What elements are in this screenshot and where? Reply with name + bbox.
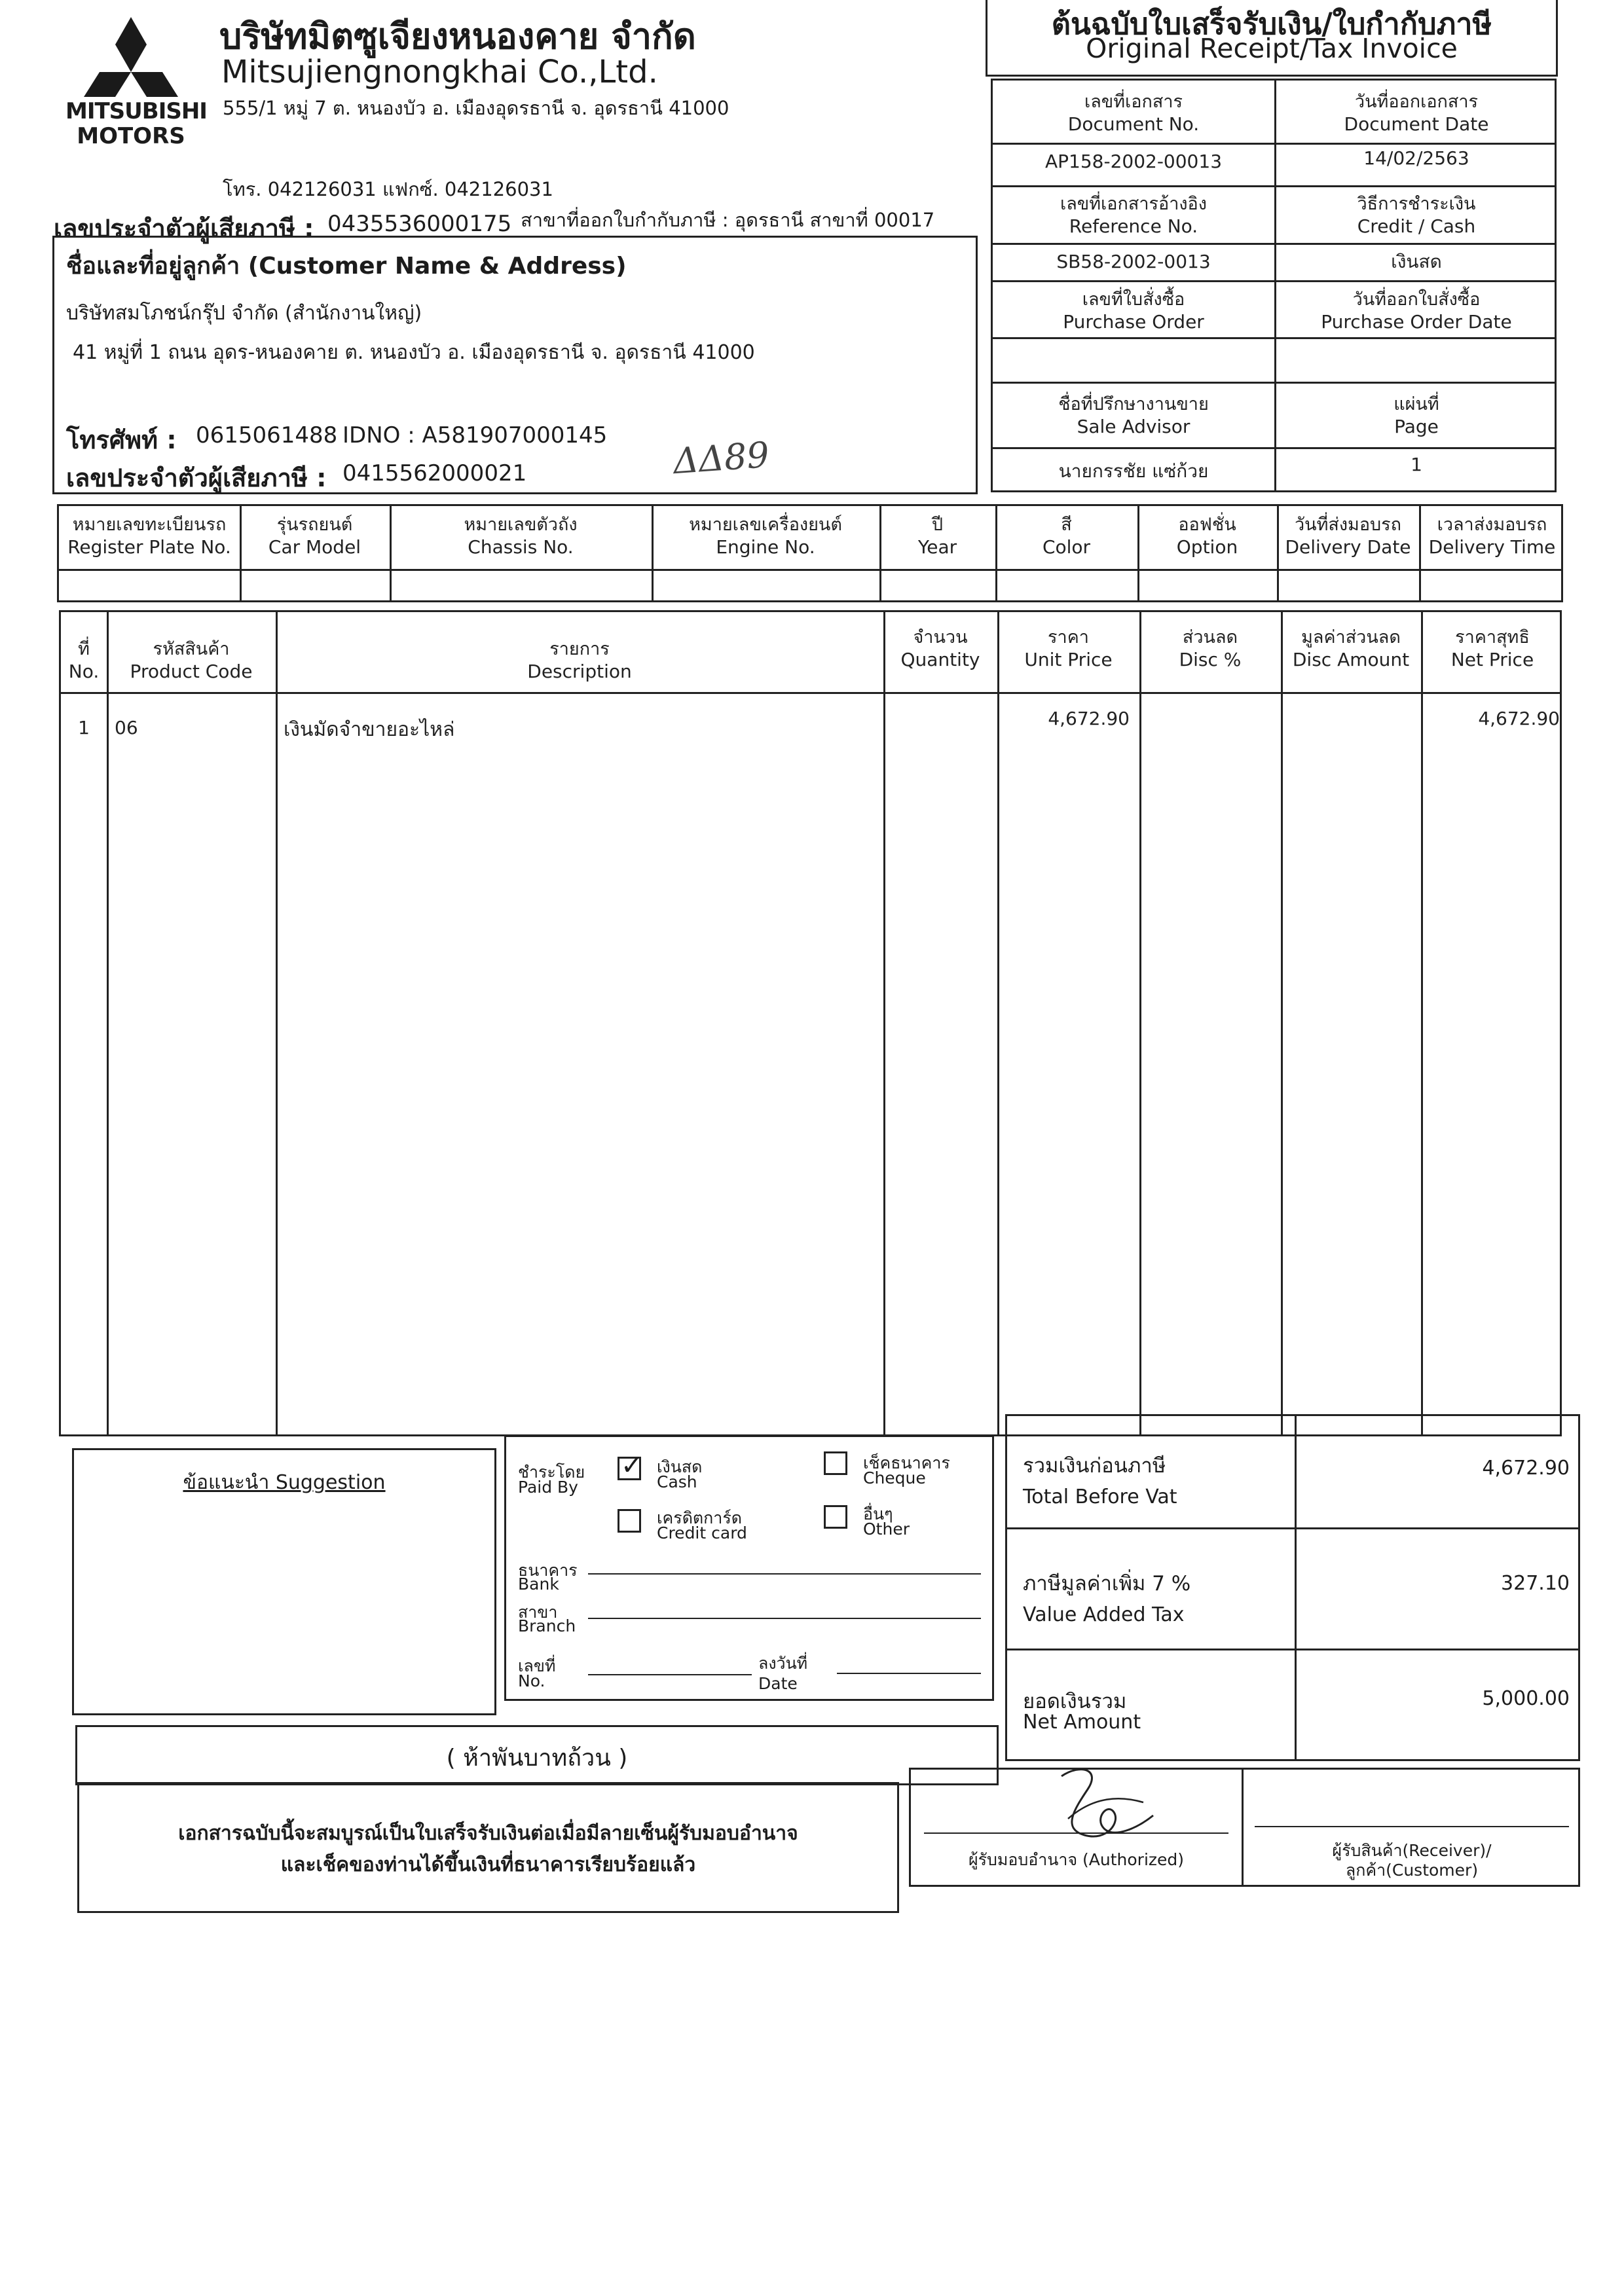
company-branch: สาขาที่ออกใบกำกับภาษี : อุดรธานี สาขาที่ 00017 — [521, 209, 935, 231]
item-col-unit-price-th: ราคา — [1048, 627, 1089, 647]
vehicle-col-engine-th: หมายเลขเครื่องยนต์ — [689, 515, 842, 535]
branch-label-en: Branch — [518, 1616, 576, 1635]
advisor-value: นายกรรชัย แซ่ก้วย — [1058, 460, 1209, 482]
signature-box — [909, 1768, 1580, 1887]
company-name-en: Mitsujiengnongkhai Co.,Ltd. — [221, 54, 658, 90]
document-info-table — [991, 79, 1557, 492]
ref-no-value: SB58-2002-0013 — [1056, 251, 1211, 272]
handwritten-signature-icon — [1022, 1757, 1166, 1855]
net-amount-value: 5,000.00 — [1482, 1687, 1570, 1710]
payment-method-label-th: วิธีการชำระเงิน — [1357, 194, 1476, 214]
receiver-signature-label-1: ผู้รับสินค้า(Receiver)/ — [1332, 1841, 1492, 1860]
vehicle-col-plate-en: Register Plate No. — [67, 536, 231, 558]
advisor-label-th: ชื่อที่ปรึกษางานขาย — [1058, 394, 1209, 414]
net-amount-label-th: ยอดเงินรวม — [1023, 1690, 1127, 1713]
customer-tax-id: 0415562000021 — [342, 460, 527, 486]
customer-phone: 0615061488 — [196, 422, 338, 448]
advisor-label-en: Sale Advisor — [1077, 416, 1190, 437]
cheque-checkbox[interactable] — [824, 1451, 847, 1475]
vehicle-col-chassis-en: Chassis No. — [468, 536, 574, 558]
document-title-box — [986, 0, 1558, 77]
item-col-no-en: No. — [68, 661, 100, 682]
item-no: 1 — [78, 717, 90, 738]
cheque-date-input-line[interactable] — [837, 1673, 981, 1674]
customer-heading: ชื่อและที่อยู่ลูกค้า (Customer Name & Address) — [66, 253, 627, 280]
vehicle-col-delivery-time-en: Delivery Time — [1428, 536, 1556, 558]
ref-no-label-en: Reference No. — [1069, 215, 1198, 237]
item-col-quantity-th: จำนวน — [913, 627, 968, 647]
ref-no-label-th: เลขที่เอกสารอ้างอิง — [1060, 194, 1207, 214]
vehicle-col-delivery-date-en: Delivery Date — [1285, 536, 1411, 558]
doc-date-label-en: Document Date — [1344, 113, 1489, 135]
suggestion-label: ข้อแนะนำ Suggestion — [183, 1471, 386, 1494]
page-value: 1 — [1411, 454, 1422, 475]
item-code: 06 — [115, 717, 138, 738]
item-col-disc-pct-th: ส่วนลด — [1182, 627, 1238, 647]
branch-input-line[interactable] — [588, 1618, 981, 1619]
doc-no-label-en: Document No. — [1067, 113, 1200, 135]
po-label-th: เลขที่ใบสั่งซื้อ — [1082, 289, 1185, 310]
total-before-vat-value: 4,672.90 — [1482, 1457, 1570, 1480]
notice-box — [77, 1782, 899, 1913]
item-col-unit-price-en: Unit Price — [1024, 649, 1113, 670]
payment-method-label-en: Credit / Cash — [1357, 215, 1476, 237]
cheque-label-th: เช็คธนาคาร — [863, 1453, 950, 1472]
customer-phone-label: โทรศัพท์ : — [66, 426, 177, 454]
vehicle-col-year-th: ปี — [931, 515, 944, 535]
po-label-en: Purchase Order — [1063, 311, 1204, 333]
customer-name: บริษัทสมโภชน์กรุ๊ป จำกัด (สำนักงานใหญ่) — [66, 302, 422, 325]
paid-by-label-th: ชำระโดย — [518, 1463, 585, 1482]
item-col-net-price-th: ราคาสุทธิ — [1455, 627, 1530, 647]
item-net-price: 4,672.90 — [1478, 708, 1560, 729]
company-name-th: บริษัทมิตซูเจียงหนองคาย จำกัด — [219, 16, 696, 57]
cheque-label-en: Cheque — [863, 1468, 926, 1487]
vat-label-en: Value Added Tax — [1023, 1603, 1185, 1626]
item-col-no-th: ที่ — [78, 639, 90, 659]
vat-label-th: ภาษีมูลค่าเพิ่ม 7 % — [1023, 1572, 1191, 1595]
vehicle-col-year-en: Year — [917, 536, 957, 558]
cheque-no-label-en: No. — [518, 1671, 545, 1690]
item-col-disc-amount-en: Disc Amount — [1292, 649, 1410, 670]
total-before-vat-label-th: รวมเงินก่อนภาษี — [1023, 1454, 1166, 1478]
company-tax-label: เลขประจำตัวผู้เสียภาษี : — [54, 214, 314, 243]
company-tax-id: 0435536000175 — [327, 211, 512, 237]
po-date-label-th: วันที่ออกใบสั่งซื้อ — [1352, 289, 1481, 310]
totals-box — [1005, 1414, 1580, 1761]
item-col-description-th: รายการ — [549, 639, 610, 659]
company-logo — [65, 13, 207, 151]
customer-box — [52, 236, 978, 494]
item-col-description-en: Description — [527, 661, 632, 682]
branch-label-th: สาขา — [518, 1603, 558, 1622]
page-label-th: แผ่นที่ — [1393, 394, 1439, 414]
payment-box — [504, 1435, 994, 1701]
logo-text-1: MITSUBISHI — [65, 98, 207, 124]
total-before-vat-label-en: Total Before Vat — [1023, 1485, 1177, 1508]
doc-no-label-th: เลขที่เอกสาร — [1084, 92, 1183, 112]
document-title-en: Original Receipt/Tax Invoice — [1086, 33, 1458, 64]
item-col-disc-amount-th: มูลค่าส่วนลด — [1301, 627, 1401, 647]
cheque-no-label-th: เลขที่ — [518, 1656, 556, 1675]
customer-idno: IDNO : A581907000145 — [342, 422, 608, 448]
credit-card-label-th: เครดิตการ์ด — [657, 1508, 743, 1527]
cash-checkbox[interactable] — [618, 1451, 643, 1481]
vehicle-col-delivery-time-th: เวลาส่งมอบรถ — [1437, 515, 1547, 535]
authorized-signature-label: ผู้รับมอบอำนาจ (Authorized) — [968, 1850, 1185, 1869]
item-col-disc-pct-en: Disc % — [1179, 649, 1242, 670]
items-table — [59, 610, 1562, 1436]
doc-date-value: 14/02/2563 — [1363, 147, 1469, 169]
item-description: เงินมัดจำขายอะไหล่ — [284, 718, 455, 741]
page-label-en: Page — [1394, 416, 1439, 437]
bank-label-en: Bank — [518, 1575, 559, 1594]
handwritten-note: ΔΔ89 — [671, 433, 771, 483]
mitsubishi-diamonds-icon — [65, 13, 196, 98]
payment-method-value: เงินสด — [1391, 251, 1442, 272]
vehicle-col-plate-th: หมายเลขทะเบียนรถ — [72, 515, 227, 535]
vehicle-table — [57, 504, 1563, 602]
company-address: 555/1 หมู่ 7 ต. หนองบัว อ. เมืองอุดรธานี จ. อุดรธานี 41000 — [223, 97, 729, 119]
paid-by-label-en: Paid By — [518, 1478, 578, 1497]
cash-label-th: เงินสด — [657, 1457, 703, 1476]
vehicle-col-color-en: Color — [1042, 536, 1091, 558]
credit-card-checkbox[interactable] — [618, 1509, 641, 1533]
amount-in-words-box — [75, 1725, 999, 1785]
cash-label-en: Cash — [657, 1472, 697, 1491]
item-col-code-th: รหัสสินค้า — [153, 639, 230, 659]
suggestion-box — [72, 1448, 496, 1715]
notice-line-1: เอกสารฉบับนี้จะสมบูรณ์เป็นใบเสร็จรับเงินต่อเมื่อมีลายเซ็นผู้รับมอบอำนาจ — [178, 1822, 798, 1845]
customer-tax-label: เลขประจำตัวผู้เสียภาษี : — [66, 464, 327, 492]
item-col-net-price-en: Net Price — [1450, 649, 1534, 670]
doc-no-value: AP158-2002-00013 — [1044, 151, 1223, 172]
cheque-date-label-en: Date — [758, 1674, 798, 1693]
receiver-signature-label-2: ลูกค้า(Customer) — [1345, 1861, 1479, 1880]
vehicle-col-model-th: รุ่นรถยนต์ — [276, 515, 353, 535]
checkmark-icon: ✓ — [621, 1451, 643, 1481]
vehicle-col-option-th: ออฟชั่น — [1178, 515, 1236, 535]
vehicle-col-engine-en: Engine No. — [716, 536, 815, 558]
cheque-date-label-th: ลงวันที่ — [758, 1654, 808, 1673]
amount-in-words: ( ห้าพันบาทถ้วน ) — [446, 1745, 628, 1772]
po-date-label-en: Purchase Order Date — [1321, 311, 1512, 333]
vehicle-col-delivery-date-th: วันที่ส่งมอบรถ — [1294, 515, 1402, 535]
document-title-th: ต้นฉบับใบเสร็จรับเงิน/ใบกำกับภาษี — [1051, 7, 1492, 41]
vehicle-col-chassis-th: หมายเลขตัวถัง — [464, 515, 578, 535]
bank-label-th: ธนาคาร — [518, 1561, 578, 1580]
cheque-no-input-line[interactable] — [588, 1674, 752, 1675]
vat-value: 327.10 — [1501, 1572, 1570, 1595]
company-phone-fax: โทร. 042126031 แฟกซ์. 042126031 — [223, 178, 553, 200]
notice-line-2: และเช็คของท่านได้ขึ้นเงินที่ธนาคารเรียบร้อยแล้ว — [280, 1853, 696, 1876]
item-unit-price: 4,672.90 — [1048, 708, 1130, 729]
vehicle-col-model-en: Car Model — [268, 536, 361, 558]
customer-address: 41 หมู่ที่ 1 ถนน อุดร-หนองคาย ต. หนองบัว อ. เมืองอุดรธานี จ. อุดรธานี 41000 — [73, 341, 755, 364]
item-col-quantity-en: Quantity — [900, 649, 980, 670]
item-col-code-en: Product Code — [130, 661, 253, 682]
other-checkbox[interactable] — [824, 1505, 847, 1529]
doc-date-label-th: วันที่ออกเอกสาร — [1354, 92, 1479, 112]
table-row — [61, 708, 1560, 750]
other-label-th: อื่นๆ — [863, 1504, 893, 1523]
vehicle-col-option-en: Option — [1176, 536, 1238, 558]
bank-input-line[interactable] — [588, 1573, 981, 1575]
vehicle-col-color-th: สี — [1061, 515, 1072, 535]
net-amount-label-en: Net Amount — [1023, 1711, 1141, 1734]
other-label-en: Other — [863, 1520, 910, 1539]
credit-card-label-en: Credit card — [657, 1523, 747, 1542]
logo-text-2: MOTORS — [77, 123, 185, 149]
